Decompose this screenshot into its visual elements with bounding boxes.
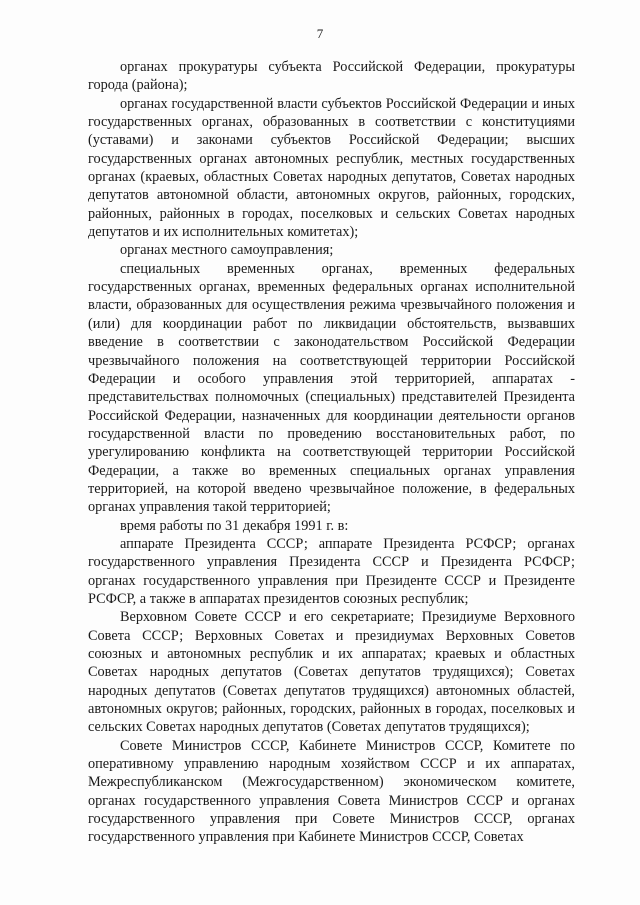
paragraph-subject-authorities: органах государственной власти субъектов Российской Федерации и иных государственных органах, образованных в соответствии с конституциями (уставами) и законами субъектов Российской Федерации; высших государственных органах автономных республик, местных государственных органах (краевых, областных Советах народных депутатов, Советах народных депутатов автономной области, автономных округов, районных, городских, районных, районных в городах, поселковых и сельских Советах народных депутатов и их исполнительных комитетах); bbox=[88, 95, 575, 241]
page-number: 7 bbox=[316, 26, 324, 41]
paragraph-presidential-apparatus: аппарате Президента СССР; аппарате Президента РСФСР; органах государственного управления Президента СССР и Президента РСФСР; органах государственного управления при Президенте СССР и Президенте РСФСР, а также в аппаратах президентов союзных республик; bbox=[88, 535, 575, 607]
paragraph-supreme-soviets: Верховном Совете СССР и его секретариате; Президиуме Верховного Совета СССР; Верховных Советах и президиумах Верховных Советов союзных и автономных республик и их аппаратах; краевых и областных Советах народных депутатов (Советах депутатов трудящихся); Советах народных депутатов (Советах депутатов трудящихся) автономных областей, автономных округов; районных, городских, районных в городах, поселковых и сельских Советах народных депутатов (Советах депутатов трудящихся); bbox=[88, 609, 575, 736]
paragraph-council-of-ministers: Совете Министров СССР, Кабинете Министров СССР, Комитете по оперативному управлению народным хозяйством СССР и их аппаратах, Межреспубликанском (Межгосударственном) экономическом комитете, органах государственного управления Совета Министров СССР и органах государственного управления при Совете Министров СССР, органах государственного управления при Кабинете Министров СССР, Советах bbox=[88, 737, 575, 846]
document-body bbox=[88, 58, 575, 847]
paragraph-temporary-bodies: специальных временных органах, временных федеральных государственных органах, временных федеральных органах исполнительной власти, образованных для осуществления режима чрезвычайного положения и (или) для координации работ по ликвидации обстоятельств, вызвавших введение в соответствии с законодательством Российской Федерации чрезвычайного положения на соответствующей территории Российской Федерации и особого управления этой территорией, аппаратах - представительствах полномочных (специальных) представителей Президента Российской Федерации, назначенных для координации деятельности органов государственной власти по проведению восстановительных работ, по урегулированию конфликта на соответствующей территории Российской Федерации, а также во временных специальных органах управления территорией, на которой введено чрезвычайное положение, в федеральных органах управления такой территорией; bbox=[88, 260, 575, 516]
paragraph-prosecutors: органах прокуратуры субъекта Российской Федерации, прокуратуры города (района); bbox=[88, 59, 575, 94]
paragraph-work-until-1991: время работы по 31 декабря 1991 г. в: bbox=[120, 517, 349, 534]
paragraph-local-self-government: органах местного самоуправления; bbox=[120, 242, 334, 259]
